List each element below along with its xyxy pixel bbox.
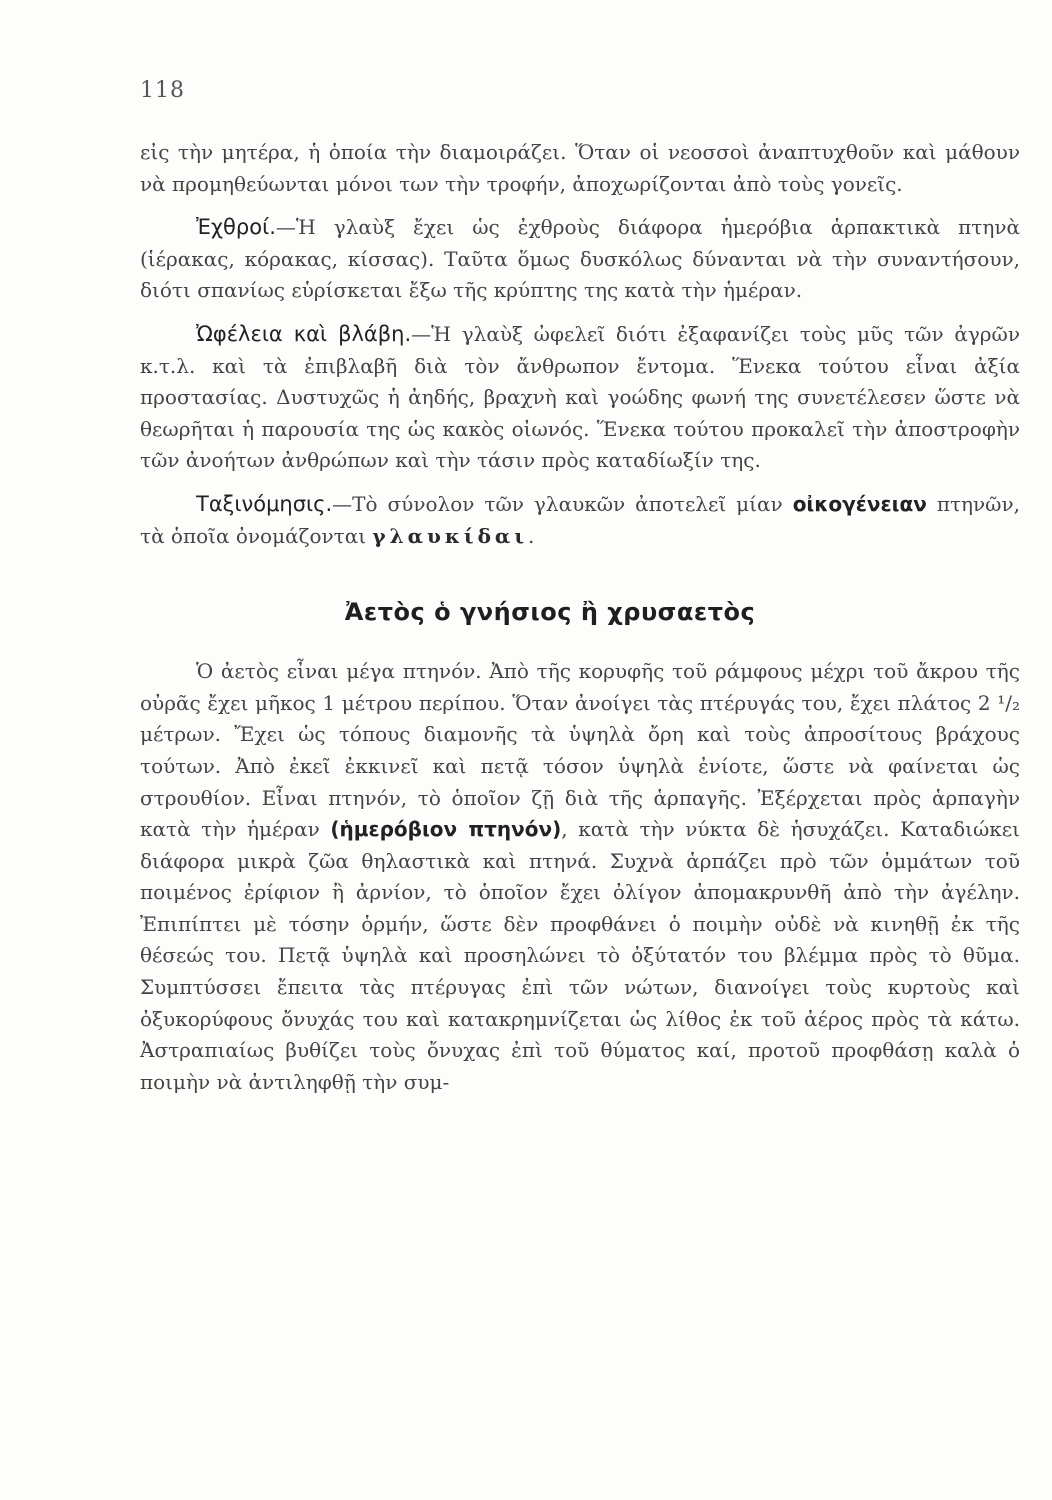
paragraph-eagle [140,656,1020,1098]
paragraph-continuation: εἰς τὴν μητέρα, ἡ ὁποία τὴν διαμοιράζει. Ὅταν οἱ νεοσσοὶ ἀναπτυχθοῦν καὶ μάθουν νὰ προμηθεύωνται μόνοι των τὴν τροφήν, ἀποχωρίζονται ἀπὸ τοὺς γονεῖς. [140,140,1020,196]
book-page [140,78,1020,1098]
paragraph-taxonomy [140,489,1020,552]
dash-separator: — [332,491,353,516]
paragraph-enemies [140,212,1020,307]
run-in-heading-benefit-harm: Ὠφέλεια καὶ βλάβη. [196,321,412,346]
run-in-heading-taxonomy: Ταξινόμησις. [196,491,333,516]
paragraph-eagle-text-before: Ὁ ἀετὸς εἶναι μέγα πτηνόν. Ἀπὸ τῆς κορυφῆς τοῦ ράμφους μέχρι τοῦ ἄκρου τῆς οὐρᾶς ἔχει μῆκος 1 μέτρου περίπου. Ὅταν ἀνοίγει τὰς πτέρυγάς του, ἔχει πλάτος 2 ¹/₂ μέτρων. Ἔχει ὡς τόπους διαμονῆς τὰ ὑψηλὰ ὄρη καὶ τοὺς ἀπροσίτους βράχους τούτων. Ἀπὸ ἐκεῖ ἐκκινεῖ καὶ πετᾷ τόσον ὑψηλὰ ἐνίοτε, ὥστε νὰ φαίνεται ὡς στρουθίον. Εἶναι πτηνόν, τὸ ὁποῖον ζῇ διὰ τῆς ἁρπαγῆς. Ἐξέρχεται πρὸς ἁρπαγὴν κατὰ τὴν ἡμέραν [140,659,1020,842]
paragraph-taxonomy-text-after: . [528,523,535,548]
dash-separator: — [275,215,296,240]
paragraph-eagle-text-after: , κατὰ τὴν νύκτα δὲ ἡσυχάζει. Καταδιώκει διάφορα μικρὰ ζῶα θηλαστικὰ καὶ πτηνά. Συχνὰ ἁρπάζει πρὸ τῶν ὀμμάτων τοῦ ποιμένος ἐρίφιον ἢ ἀρνίον, τὸ ὁποῖον ἔχει ὀλίγον ἀπομακρυνθῆ ἀπὸ τὴν ἀγέλην. Ἐπιπίπτει μὲ τόσην ὁρμήν, ὥστε δὲν προφθάνει ὁ ποιμὴν οὐδὲ νὰ κινηθῇ ἐκ τῆς θέσεώς του. Πετᾷ ὑψηλὰ καὶ προσηλώνει τὸ ὀξύτατόν του βλέμμα πρὸς τὸ θῦμα. Συμπτύσσει ἔπειτα τὰς πτέρυγας ἐπὶ τῶν νώτων, διανοίγει τοὺς κυρτοὺς καὶ ὀξυκορύφους ὄνυχάς του καὶ κατακρημνίζεται ὡς λίθος ἐκ τοῦ ἀέρος πρὸς τὰ κάτω. Ἀστραπιαίως βυθίζει τοὺς ὄνυχας ἐπὶ τοῦ θύματος καί, προτοῦ προφθάσῃ καλὰ ὁ ποιμὴν νὰ ἀντιληφθῇ τὴν συμ- [140,817,1020,1094]
run-in-heading-enemies: Ἐχθροί. [196,215,276,240]
bold-term-family: οἰκογένειαν [792,491,927,516]
bold-term-diurnal-bird: (ἡμερόβιον πτηνόν) [330,817,562,842]
paragraph-benefit-harm-text: Ἡ γλαὺξ ὠφελεῖ διότι ἐξαφανίζει τοὺς μῦς τῶν ἀγρῶν κ.τ.λ. καὶ τὰ ἐπιβλαβῆ διὰ τὸν ἄνθρωπον ἔντομα. Ἕνεκα τούτου εἶναι ἀξία προστασίας. Δυστυχῶς ἡ ἀηδής, βραχνὴ καὶ γοώδης φωνή της συνετέλεσεν ὥστε νὰ θεωρῆται ἡ παρουσία της ὡς κακὸς οἰωνός. Ἕνεκα τούτου προκαλεῖ τὴν ἀποστροφὴν τῶν ἀνοήτων ἀνθρώπων καὶ τὴν τάσιν πρὸς καταδίωξίν της. [140,321,1020,473]
dash-separator: — [411,321,432,346]
section-heading-golden-eagle: Ἀετὸς ὁ γνήσιος ἢ χρυσαετὸς [344,598,756,627]
paragraph-benefit-harm [140,319,1020,477]
page-number: 118 [140,78,185,103]
paragraph-taxonomy-text-before: Τὸ σύνολον τῶν γλαυκῶν ἀποτελεῖ μίαν [352,491,793,516]
paragraph-enemies-text: Ἡ γλαὺξ ἔχει ὡς ἐχθροὺς διάφορα ἡμερόβια ἁρπακτικὰ πτηνὰ (ἱέρακας, κόρακας, κίσσας). Ταῦτα ὅμως δυσκόλως δύνανται νὰ τὴν συναντήσουν, διότι σπανίως εὑρίσκεται ἔξω τῆς κρύπτης της κατὰ τὴν ἡμέραν. [140,215,1020,303]
paragraph-taxonomy-text-middle: πτηνῶν, τὰ ὁποῖα ὀνομάζονται [140,491,1021,548]
spaced-term-strigidae: γλαυκίδαι [372,523,528,548]
